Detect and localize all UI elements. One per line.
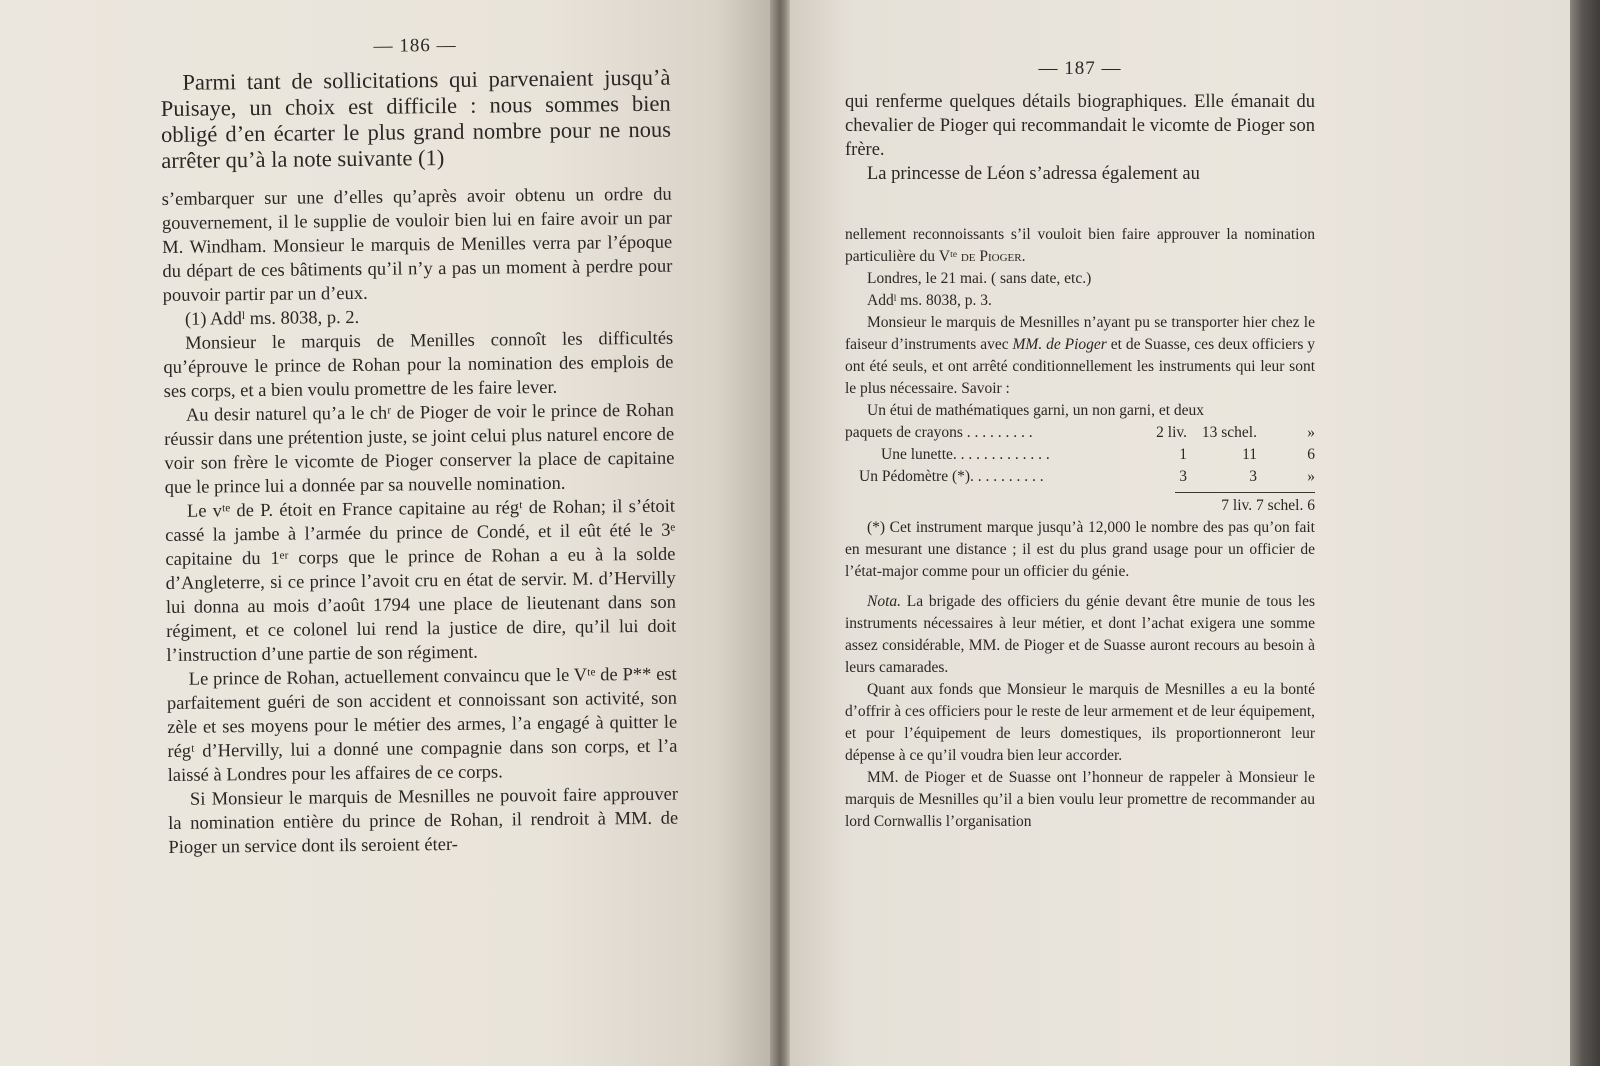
paragraph: MM. de Pioger et de Suasse ont l’honneur de rappeler à Monsieur le marquis de Mesnilles qu’il a bien voulu leur promettre de recommander au lord Cornwallis l’organisation: [845, 769, 1315, 830]
paragraph: [845, 312, 1315, 400]
page-number: — 187 —: [1038, 58, 1122, 79]
manuscript-ref: Addˡ ms. 8038, p. 3.: [867, 292, 992, 309]
paragraph-text: Monsieur le marquis de Mesnilles n’ayant pu se transporter hier chez le faiseur d’instruments avec: [845, 314, 1315, 353]
page-edge-shadow: [1570, 0, 1600, 1066]
footnote: (1) Addˡ ms. 8038, p. 2.: [184, 307, 360, 330]
item-livres: 2 liv.: [1156, 424, 1187, 441]
item-pence: »: [1307, 468, 1315, 485]
item-schellings: 3: [1249, 468, 1257, 485]
item-schellings: 13 schel.: [1201, 424, 1257, 441]
item-livres: 3: [1179, 468, 1187, 485]
left-page-text: [160, 33, 679, 860]
footnote: (*) Cet instrument marque jusqu’à 12,000 le nombre des pas qu’on fait en mesurant une distance ; il est du plus grand usage pour un officier de l’état-major comme pour un officier du génie.: [845, 519, 1315, 580]
date-line: Londres, le 21 mai. ( sans date, etc.): [867, 270, 1092, 287]
item-pence: 6: [1307, 446, 1315, 463]
paragraph: Quant aux fonds que Monsieur le marquis de Mesnilles a eu la bonté d’offrir à ces officiers pour le reste de leur armement et de leur équipement, et pour l’équipement de leurs domestiques, ils proportionneront leur dépense à ce qu’il voudra bien leur accorder.: [845, 681, 1315, 764]
nota-label: Nota.: [867, 593, 902, 610]
paragraph: s’embarquer sur une d’elles qu’après avoir obtenu un ordre du gouvernement, il le supplie de vouloir bien lui en faire avoir un par M. Windham. Monsieur le marquis de Menilles verra par l’époque du départ de ces bâtiments qu’il n’y a pas un moment à perdre pour pouvoir partir par un d’eux.: [161, 184, 673, 306]
item-label: Un Pédomètre (*). . . . . . . . . .: [859, 468, 1044, 485]
item-livres: 1: [1179, 446, 1187, 463]
letter-text: nellement reconnoissants s’il vouloit bien faire approuver la nomination particulière du: [845, 226, 1315, 265]
paragraph: Le vᵗᵉ de P. étoit en France capitaine au régᵗ de Rohan; il s’étoit cassé la jambe à l’armée du prince de Condé, et il eût été le 3ᵉ capitaine du 1ᵉʳ corps que le prince de Rohan a eu à la solde d’Angleterre, si ce prince l’avoit cru en état de servir. M. d’Hervilly lui donna au mois d’août 1794 une place de lieutenant dans son régiment, et ce colonel lui rend la justice de dire, qu’il lui doit l’instruction d’une partie de son régiment.: [165, 496, 677, 666]
items-total: 7 liv. 7 schel. 6: [1221, 497, 1315, 514]
page-number: — 186 —: [373, 34, 457, 57]
paragraph-text: et de Suasse, ces deux officiers y ont été seuls, et ont arrêté conditionnellement les instruments qui leur sont le plus nécessaire. Savoir :: [845, 336, 1316, 397]
paragraph: Au desir naturel qu’a le chʳ de Pioger de voir le prince de Rohan réussir dans une prétention juste, se joint celui plus naturel encore de voir son frère le vicomte de Pioger conserver la place de capitaine que le prince lui a donnée par sa nouvelle nomination.: [164, 400, 675, 498]
item-schellings: 11: [1242, 446, 1257, 463]
item-pence: »: [1307, 424, 1315, 441]
paragraph: La princesse de Léon s’adressa également au: [867, 164, 1200, 184]
letter-signature: Vᵗᵉ de Pioger.: [938, 248, 1026, 265]
paragraph-names: MM. de Pioger: [1012, 336, 1107, 353]
nota-paragraph: [845, 591, 1315, 679]
item-label: Une lunette. . . . . . . . . . . . .: [881, 446, 1050, 463]
paragraph: Si Monsieur le marquis de Mesnilles ne pouvoit faire approuver la nomination entière du prince de Rohan, il rendroit à MM. de Pioger un service dont ils seroient éter-: [168, 784, 679, 858]
items-list: [845, 422, 1315, 488]
item-label: paquets de crayons . . . . . . . . .: [845, 424, 1033, 441]
items-intro: Un étui de mathématiques garni, un non garni, et deux: [867, 402, 1205, 419]
sum-rule: [1175, 492, 1315, 493]
list-item: [845, 422, 1315, 444]
paragraph: Le prince de Rohan, actuellement convaincu que le Vᵗᵉ de P** est parfaitement guéri de son accident et connoissant son activité, son zèle et ses moyens pour le métier des armes, l’a engagé à quitter le régᵗ d’Hervilly, lui a donné une compagnie dans son corps, et l’a laissé à Londres pour les affaires de ce corps.: [166, 664, 678, 786]
right-page-text: [845, 58, 1315, 833]
letter-continuation: [845, 224, 1315, 268]
list-item: [845, 444, 1315, 466]
nota-text: La brigade des officiers du génie devant être munie de tous les instruments nécessaires à leur métier, et dont l’achat exigera une somme assez considérable, MM. de Pioger et de Suasse auront recours au besoin à leurs camarades.: [845, 593, 1316, 676]
paragraph: qui renferme quelques détails biographiques. Elle émanait du chevalier de Pioger qui recommandait le vicomte de Pioger son frère.: [845, 92, 1315, 160]
paragraph: Monsieur le marquis de Menilles connoît les difficultés qu’éprouve le prince de Rohan pour la nomination des emplois de ses corps, et a bien voulu promettre de les faire lever.: [163, 328, 674, 402]
paragraph: Parmi tant de sollicitations qui parvenaient jusqu’à Puisaye, un choix est difficile : nous sommes bien obligé d’en écarter le plus grand nombre pour ne nous arrêter qu’à la note suivante (1): [160, 64, 672, 173]
list-item: [845, 466, 1315, 488]
book-gutter: [770, 0, 792, 1066]
